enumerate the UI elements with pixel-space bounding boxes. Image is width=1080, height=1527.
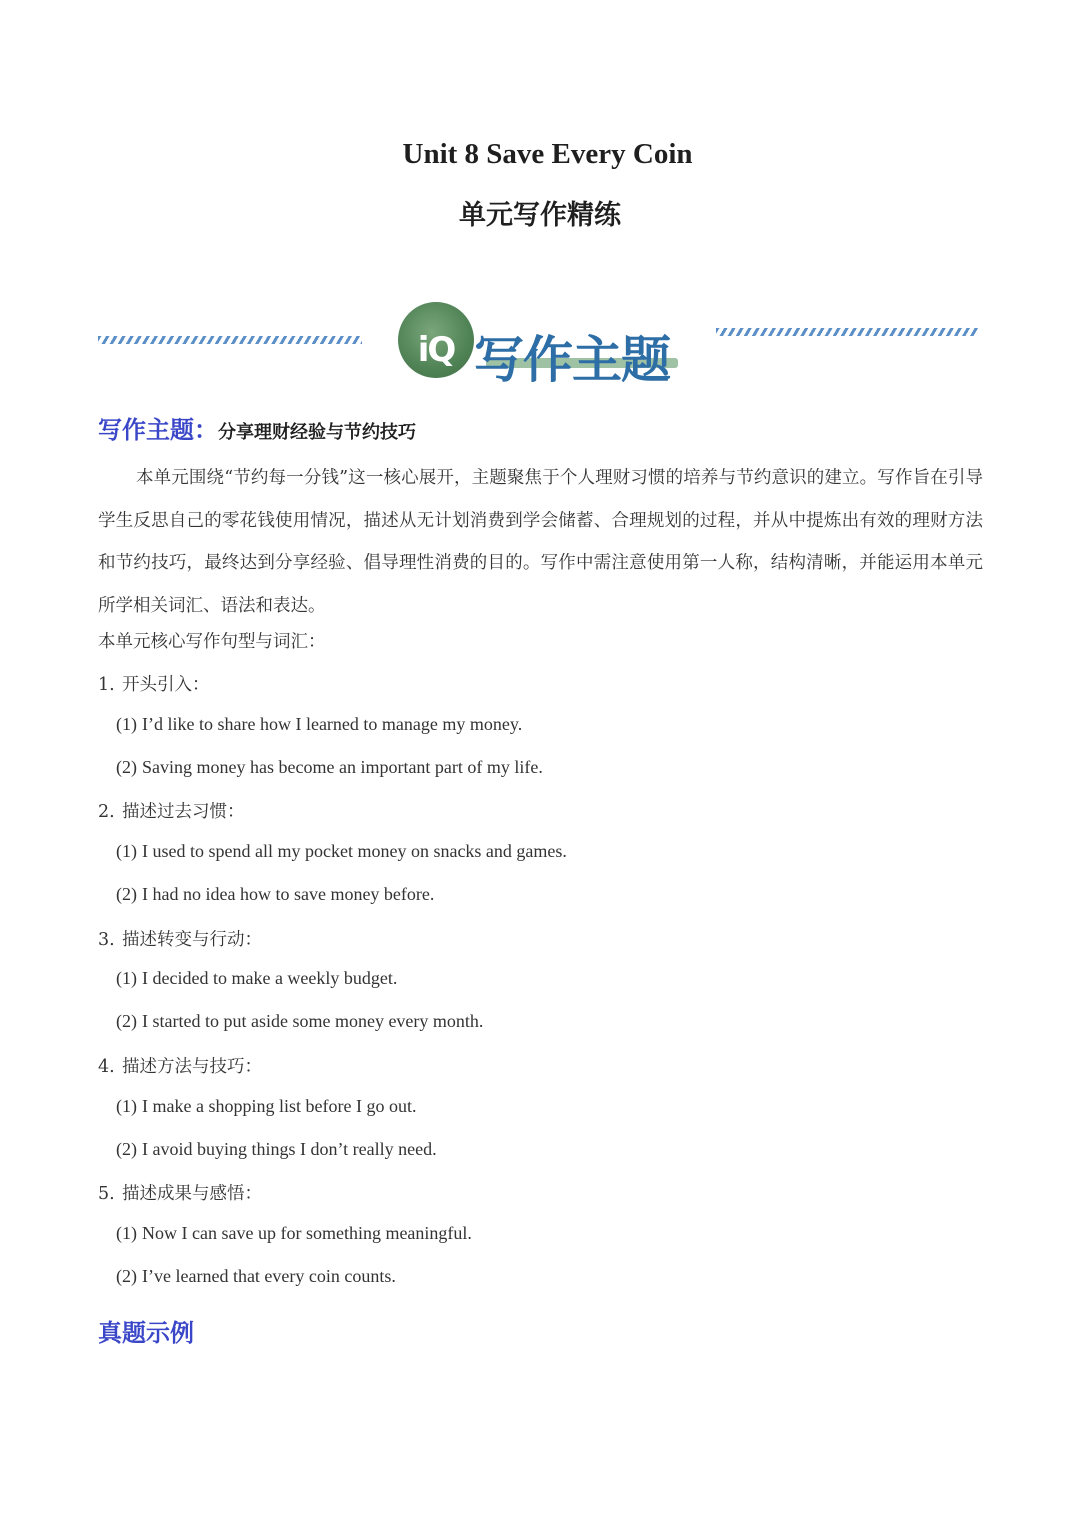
banner-badge-glyph: iQ [417,330,455,370]
example-sentence [116,1266,396,1287]
example-text: I used to spend all my pocket money on snacks and games. [142,841,567,861]
example-number: (2) [116,757,137,777]
example-text: I’ve learned that every coin counts. [142,1266,396,1286]
writing-topic-label: 写作主题： [98,416,218,444]
example-number: (1) [116,841,137,861]
example-text: I decided to make a weekly budget. [142,968,398,988]
example-number: (1) [116,1096,137,1116]
section-number: 2. [98,802,115,822]
example-number: (2) [116,884,137,904]
section-banner [98,300,980,390]
banner-title: 写作主题 [474,331,670,389]
section-heading [98,671,210,696]
section-heading [98,798,245,823]
example-number: (1) [116,714,137,734]
section-title: 描述转变与行动： [122,930,262,950]
section-title: 描述成果与感悟： [122,1184,262,1204]
writing-topic-value: 分享理财经验与节约技巧 [218,422,416,443]
example-text: I started to put aside some money every month. [142,1011,484,1031]
example-text: I’d like to share how I learned to manage my money. [142,714,523,734]
section-title: 描述过去习惯： [122,802,245,822]
exam-examples-heading: 真题示例 [98,1319,194,1347]
example-sentence [116,1096,416,1117]
section-heading [98,926,262,951]
example-number: (1) [116,968,137,988]
section-number: 3. [98,930,115,950]
example-number: (1) [116,1223,137,1243]
example-text: Saving money has become an important part of my life. [142,757,543,777]
example-number: (2) [116,1139,137,1159]
writing-topic [98,410,416,445]
example-sentence [116,968,397,989]
example-sentence [116,757,543,778]
example-sentence [116,841,567,862]
example-sentence [116,884,434,905]
example-text: I had no idea how to save money before. [142,884,435,904]
section-number: 5. [98,1184,115,1204]
example-number: (2) [116,1011,137,1031]
section-heading [98,1053,262,1078]
section-title: 描述方法与技巧： [122,1057,262,1077]
section-number: 1. [98,675,115,695]
document-subtitle: 单元写作精练 [459,200,621,231]
example-text: I make a shopping list before I go out. [142,1096,417,1116]
document-title: Unit 8 Save Every Coin [402,138,693,170]
example-sentence [116,714,522,735]
intro-paragraph: 本单元围绕“节约每一分钱”这一核心展开，主题聚焦于个人理财习惯的培养与节约意识的建立。写作旨在引导学生反思自己的零花钱使用情况，描述从无计划消费到学会储蓄、合理规划的过程，并从中提炼出有效的理财方法和节约技巧，最终达到分享经验、倡导理性消费的目的。写作中需注意使用第一人称，结构清晰，并能运用本单元所学相关词汇、语法和表达。 [98,468,983,616]
core-sentences-heading: 本单元核心写作句型与词汇： [98,632,326,652]
example-sentence [116,1223,472,1244]
example-text: I avoid buying things I don’t really need. [142,1139,437,1159]
example-sentence [116,1139,437,1160]
banner-right-decoration [716,328,978,336]
example-number: (2) [116,1266,137,1286]
section-heading [98,1180,262,1205]
banner-left-decoration [98,336,362,344]
section-title: 开头引入： [122,675,210,695]
section-number: 4. [98,1057,115,1077]
example-sentence [116,1011,483,1032]
example-text: Now I can save up for something meaningful. [142,1223,472,1243]
